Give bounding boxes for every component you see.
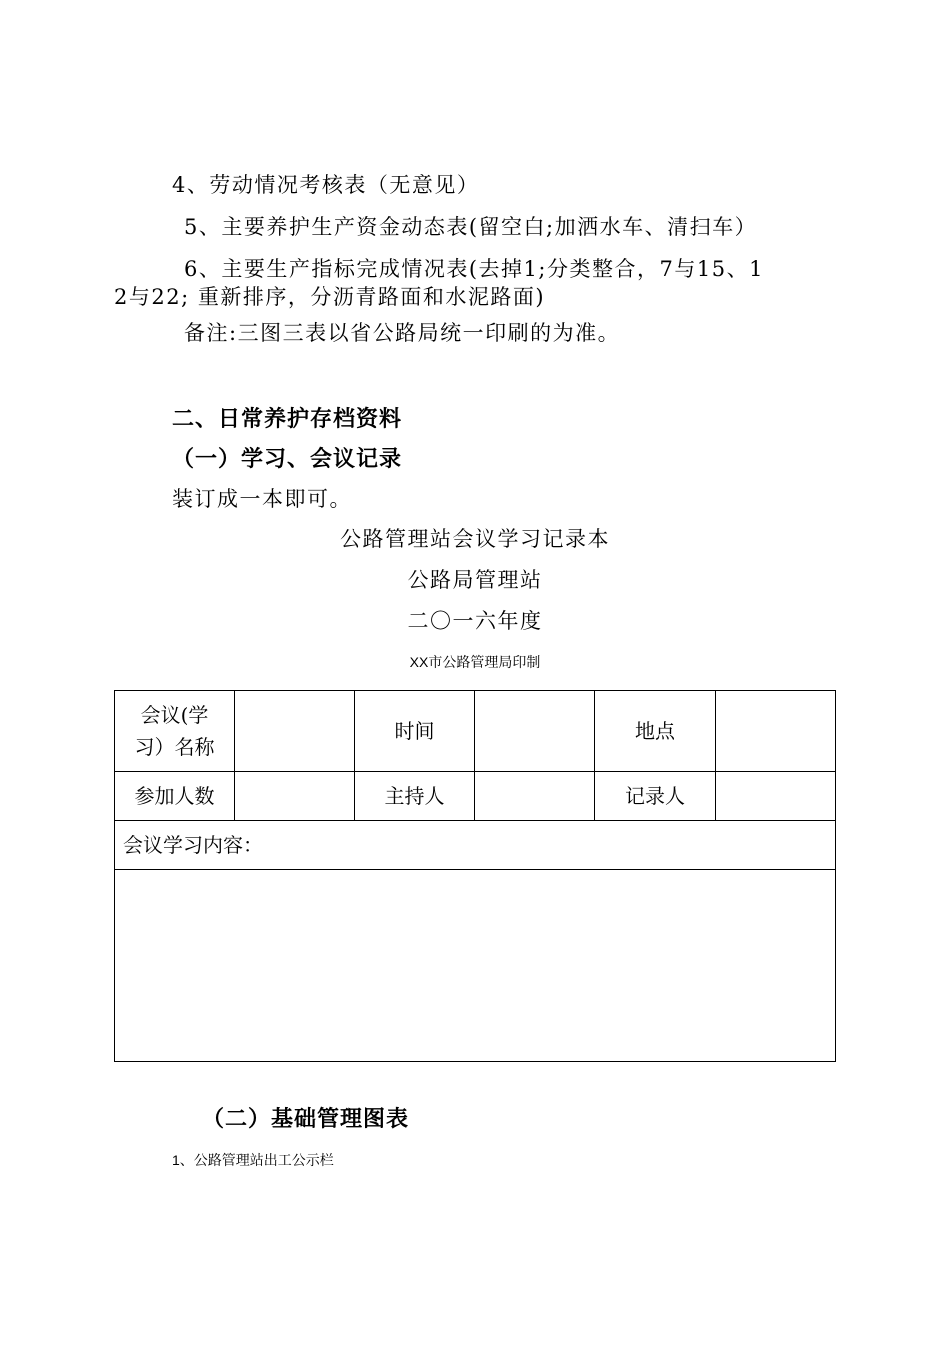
meeting-name-label-line1: 会议(学 (140, 703, 209, 727)
list-item-4: 4、劳动情况考核表（无意见） (172, 173, 480, 197)
time-label: 时间 (355, 691, 475, 772)
meeting-record-table (114, 690, 836, 1062)
host-cell (475, 772, 595, 821)
cover-org: 公路局管理站 (407, 568, 543, 592)
time-cell (475, 691, 595, 772)
list-item-6: 6、主要生产指标完成情况表(去掉1;分类整合，7与15、1 (184, 257, 764, 281)
content-area (115, 870, 836, 1062)
section-heading: 二、日常养护存档资料 (172, 407, 403, 432)
recorder-cell (716, 772, 836, 821)
subsection-2-item-1: 1、公路管理站出工公示栏 (172, 1152, 334, 1168)
meeting-name-label (115, 691, 235, 772)
recorder-label: 记录人 (595, 772, 716, 821)
subsection-1-text: 装订成一本即可。 (172, 487, 352, 511)
list-item-5: 5、主要养护生产资金动态表(留空白;加洒水车、清扫车） (184, 215, 758, 239)
list-item-6-continued: 2与22; 重新排序，分沥青路面和水泥路面) (114, 285, 546, 309)
meeting-name-cell (235, 691, 355, 772)
host-label: 主持人 (355, 772, 475, 821)
place-cell (716, 691, 836, 772)
cover-year: 二〇一六年度 (407, 609, 543, 633)
subsection-heading-1: （一）学习、会议记录 (172, 447, 403, 472)
attendees-cell (235, 772, 355, 821)
cover-title: 公路管理站会议学习记录本 (340, 527, 610, 551)
meeting-name-label-line2: 习）名称 (134, 735, 215, 759)
subsection-heading-2: （二）基础管理图表 (202, 1107, 410, 1132)
cover-printer: XX市公路管理局印制 (409, 654, 541, 670)
content-label: 会议学习内容： (115, 821, 836, 870)
note-text: 备注:三图三表以省公路局统一印刷的为准。 (184, 321, 621, 345)
attendees-label: 参加人数 (115, 772, 235, 821)
place-label: 地点 (595, 691, 716, 772)
